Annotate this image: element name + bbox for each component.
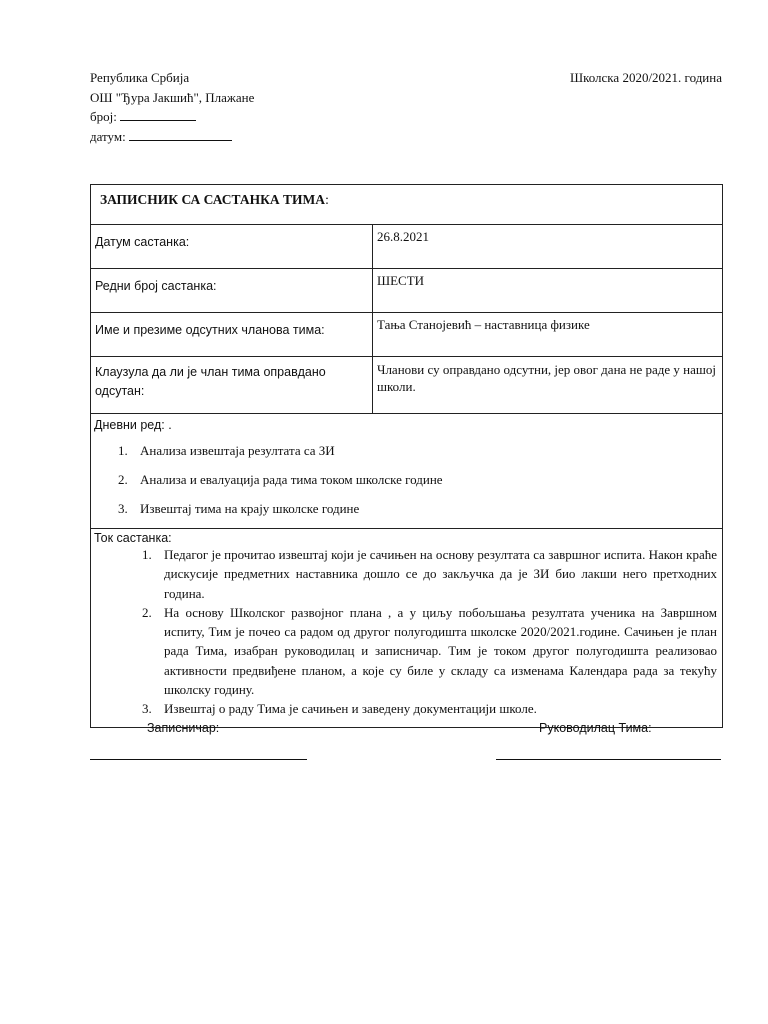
agenda-list	[94, 443, 722, 519]
date-blank-line	[129, 128, 232, 141]
list-item: 1. Анализа извештаја резултата са ЗИ	[118, 443, 335, 458]
absence-clause-label: Клаузула да ли је члан тима оправдано одсутан:	[91, 357, 373, 414]
agenda-row	[91, 414, 723, 529]
list-item: 1. Педагог је прочитао извештај који је сачињен на основу резултата са завршног испита. Након краће дискусије предметних наставника дошло се до закључка да је ЗИ био лакши него претходних година.	[142, 547, 718, 601]
meeting-date-value: 26.8.2021	[373, 225, 723, 269]
recorder-label: Записничар:	[147, 721, 220, 735]
meeting-flow-section	[91, 529, 723, 728]
header-date: датум:	[90, 127, 254, 147]
header-left	[90, 68, 254, 146]
meeting-number-label: Редни број састанка:	[91, 269, 373, 313]
leader-label: Руководилац Тима:	[539, 721, 652, 735]
minutes-table	[90, 184, 723, 728]
recorder-signature-line	[90, 759, 307, 760]
flow-list	[94, 545, 717, 719]
list-item: 2. Анализа и евалуација рада тима током школске године	[118, 472, 443, 487]
header-number: број:	[90, 107, 254, 127]
header-school: ОШ "Ђура Јакшић", Плажане	[90, 89, 255, 105]
table-row	[91, 313, 723, 357]
minutes-title: ЗАПИСНИК СА САСТАНКА ТИМА:	[91, 185, 723, 225]
table-row	[91, 357, 723, 414]
list-item: 2. На основу Школског развојног плана , а у циљу побољшања резултата ученика на Завршном испиту, Тим је почео са радом од другог полугодишта школске 2020/2021.године. Сачињен је план рада Тима, изабран руководилац и записничар. Тим је током другог полугодишта реализовао активности предвиђене планом, а које су биле у складу са изменама Календара рада за текућу школску годину.	[142, 604, 718, 698]
meeting-date-label: Датум састанка:	[91, 225, 373, 269]
absence-clause-value: Чланови су оправдано одсутни, јер овог дана не раде у нашој школи.	[373, 357, 723, 414]
list-item: 3. Извештај о раду Тима је сачињен и заведену документацији школе.	[142, 701, 537, 717]
leader-signature-line	[496, 759, 721, 760]
flow-heading: Ток састанка:	[94, 531, 172, 545]
flow-row	[91, 529, 723, 728]
title-row	[91, 185, 723, 225]
school-year: Школска 2020/2021. година	[569, 70, 722, 85]
table-row	[91, 225, 723, 269]
number-blank-line	[120, 108, 196, 121]
agenda-section	[91, 414, 723, 529]
table-row	[91, 269, 723, 313]
header-country: Република Србија	[90, 70, 190, 85]
agenda-heading: Дневни ред: .	[94, 418, 172, 432]
list-item: 3. Извештај тима на крају школске године	[118, 501, 360, 516]
absent-members-label: Име и презиме одсутних чланова тима:	[91, 313, 373, 357]
absent-members-value: Тања Станојевић – наставница физике	[373, 313, 723, 357]
meeting-number-value: ШЕСТИ	[373, 269, 723, 313]
